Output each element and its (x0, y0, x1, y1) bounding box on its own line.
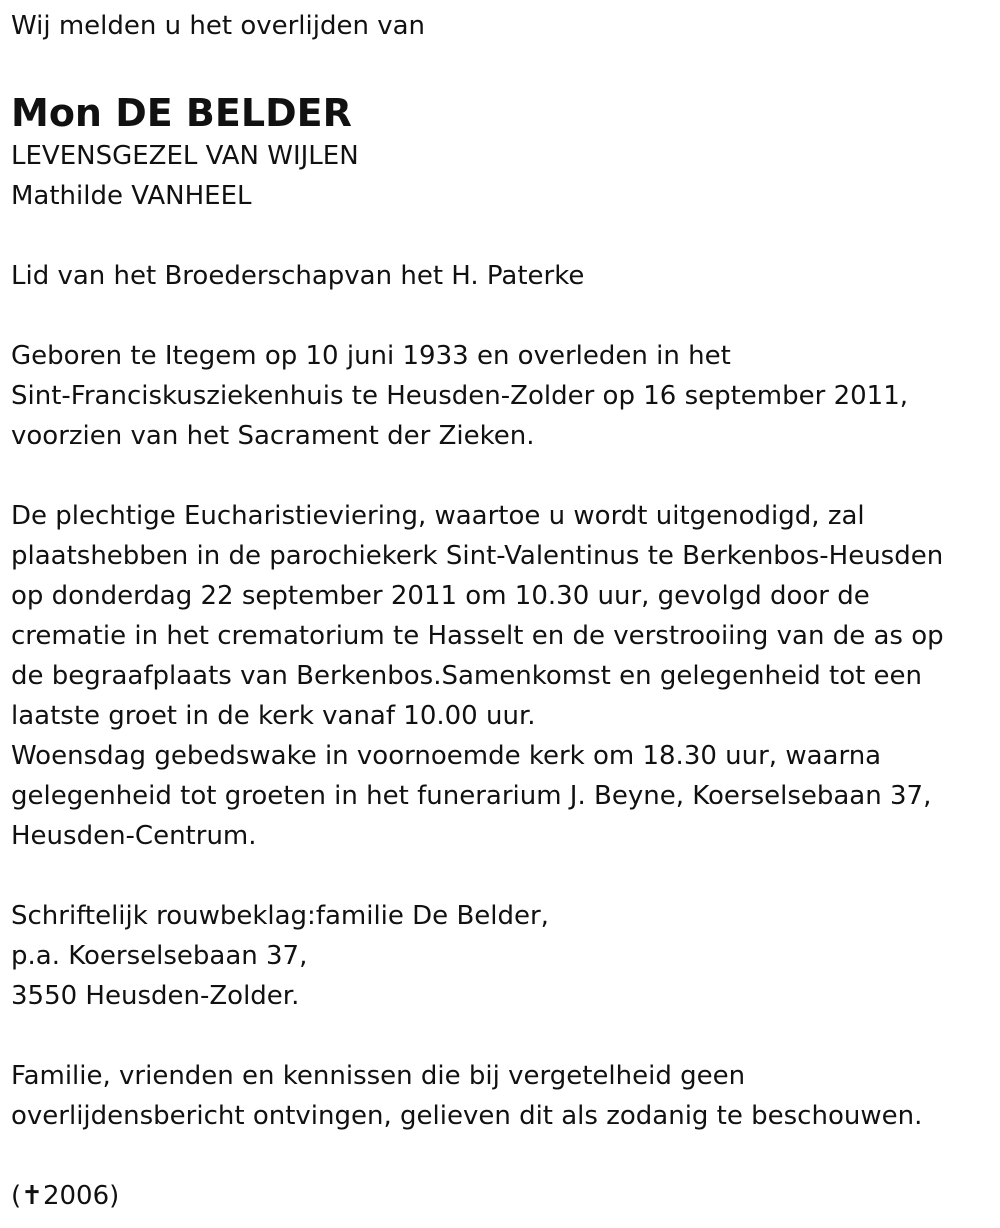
address-line: 3550 Heusden-Zolder. (11, 981, 300, 1011)
paragraph-line: crematie in het crematorium te Hasselt en de verstrooiing van de as op (11, 621, 944, 651)
paragraph-line: Familie, vrienden en kennissen die bij vergetelheid geen (11, 1061, 746, 1091)
condolence-address (11, 896, 990, 1016)
paragraph-line: de begraafplaats van Berkenbos.Samenkomst en gelegenheid tot een (11, 661, 923, 691)
intro-text: Wij melden u het overlijden van (11, 11, 426, 41)
spacer (11, 216, 990, 256)
paragraph-line: voorzien van het Sacrament der Zieken. (11, 421, 535, 451)
paren-open: ( (11, 1181, 22, 1211)
paragraph-line: Sint-Franciskusziekenhuis te Heusden-Zolder op 16 september 2011, (11, 381, 909, 411)
paragraph-line: De plechtige Eucharistieviering, waartoe u wordt uitgenodigd, zal (11, 501, 865, 531)
spacer (11, 856, 990, 896)
spacer (11, 1136, 990, 1176)
paren-close: ) (109, 1181, 120, 1211)
spacer (11, 296, 990, 336)
ceremony-paragraph (11, 496, 990, 856)
spacer (11, 1016, 990, 1056)
birth-death-paragraph (11, 336, 990, 456)
closing-paragraph (11, 1056, 990, 1136)
paragraph-line: overlijdensbericht ontvingen, gelieven dit als zodanig te beschouwen. (11, 1101, 923, 1131)
paragraph-line: Woensdag gebedswake in voornoemde kerk om 18.30 uur, waarna (11, 741, 882, 771)
spacer (11, 456, 990, 496)
partner-name: Mathilde VANHEEL (11, 181, 252, 211)
address-line: Schriftelijk rouwbeklag:familie De Belder, (11, 901, 549, 931)
paragraph-line: gelegenheid tot groeten in het funerarium J. Beyne, Koerselsebaan 37, (11, 781, 932, 811)
membership-text: Lid van het Broederschapvan het H. Paterke (11, 261, 585, 291)
paragraph-line: Heusden-Centrum. (11, 821, 257, 851)
paragraph-line: laatste groet in de kerk vanaf 10.00 uur. (11, 701, 536, 731)
paragraph-line: Geboren te Itegem op 10 juni 1933 en overleden in het (11, 341, 731, 371)
death-year-footnote (11, 1176, 990, 1216)
footnote-year: 2006 (42, 1181, 110, 1211)
spacer (11, 46, 990, 86)
relation-line: LEVENSGEZEL VAN WIJLEN (11, 141, 359, 171)
deceased-name: Mon DE BELDER (11, 91, 352, 135)
paragraph-line: op donderdag 22 september 2011 om 10.30 uur, gevolgd door de (11, 581, 870, 611)
address-line: p.a. Koerselsebaan 37, (11, 941, 308, 971)
cross-icon: ✝ (21, 1181, 43, 1211)
paragraph-line: plaatshebben in de parochiekerk Sint-Valentinus te Berkenbos-Heusden (11, 541, 944, 571)
